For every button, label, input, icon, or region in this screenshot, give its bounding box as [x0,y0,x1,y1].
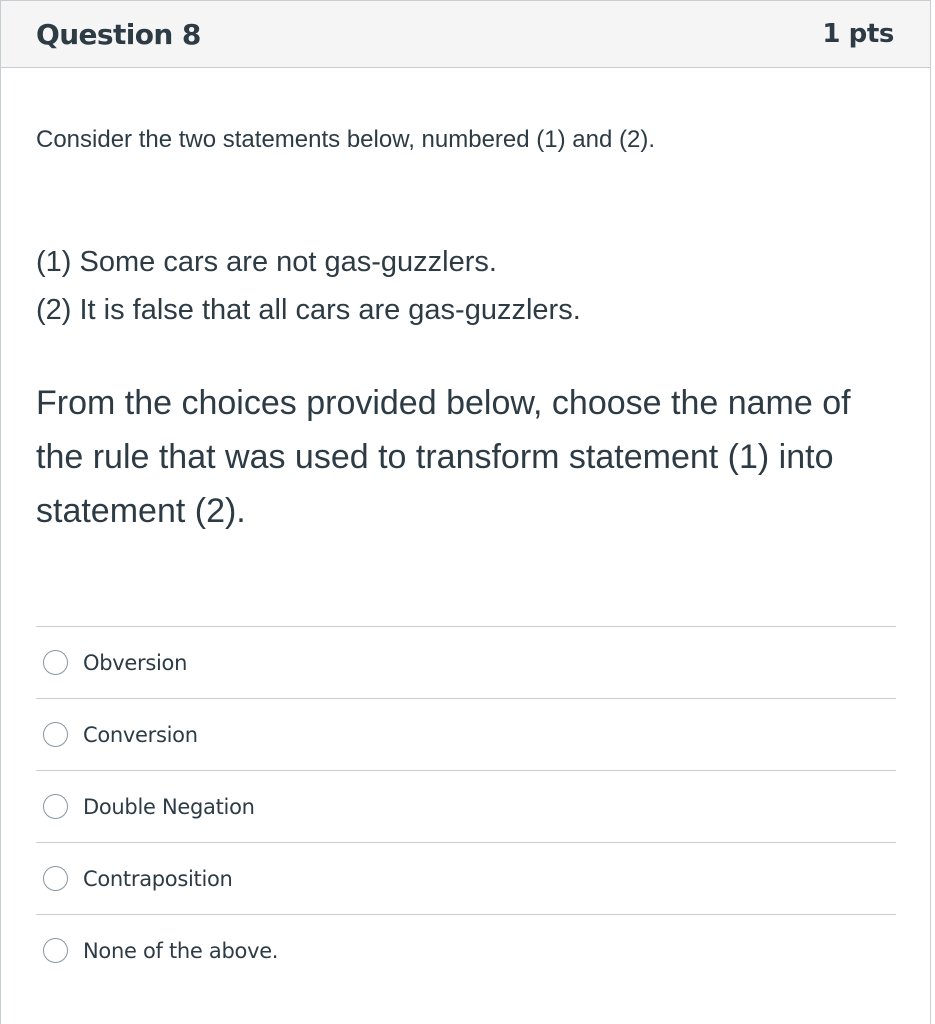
answer-label[interactable]: None of the above. [83,938,279,963]
question-title: Question 8 [36,17,201,51]
answer-label[interactable]: Obversion [83,650,188,675]
answer-label[interactable]: Double Negation [83,794,255,819]
answer-option-contraposition[interactable] [36,842,896,914]
statement-1: (1) Some cars are not gas-guzzlers. [36,246,497,278]
question-prompt: From the choices provided below, choose the name of the rule that was used to transform statement (1) into statement (2). [36,384,851,530]
question-header [1,0,930,68]
radio-button[interactable] [43,938,68,963]
answer-label[interactable]: Contraposition [83,866,233,891]
answer-option-obversion[interactable] [36,626,896,698]
radio-button[interactable] [43,650,68,675]
answer-label[interactable]: Conversion [83,722,198,747]
question-body [1,68,930,538]
radio-button[interactable] [43,722,68,747]
question-intro: Consider the two statements below, numbered (1) and (2). [36,126,655,153]
answer-option-conversion[interactable] [36,698,896,770]
question-points: 1 pts [822,19,894,49]
statement-2: (2) It is false that all cars are gas-guzzlers. [36,294,581,326]
answer-option-none-of-the-above[interactable] [36,914,896,986]
answer-list [36,626,896,986]
radio-button[interactable] [43,794,68,819]
radio-button[interactable] [43,866,68,891]
answer-option-double-negation[interactable] [36,770,896,842]
statements-block [36,238,894,334]
